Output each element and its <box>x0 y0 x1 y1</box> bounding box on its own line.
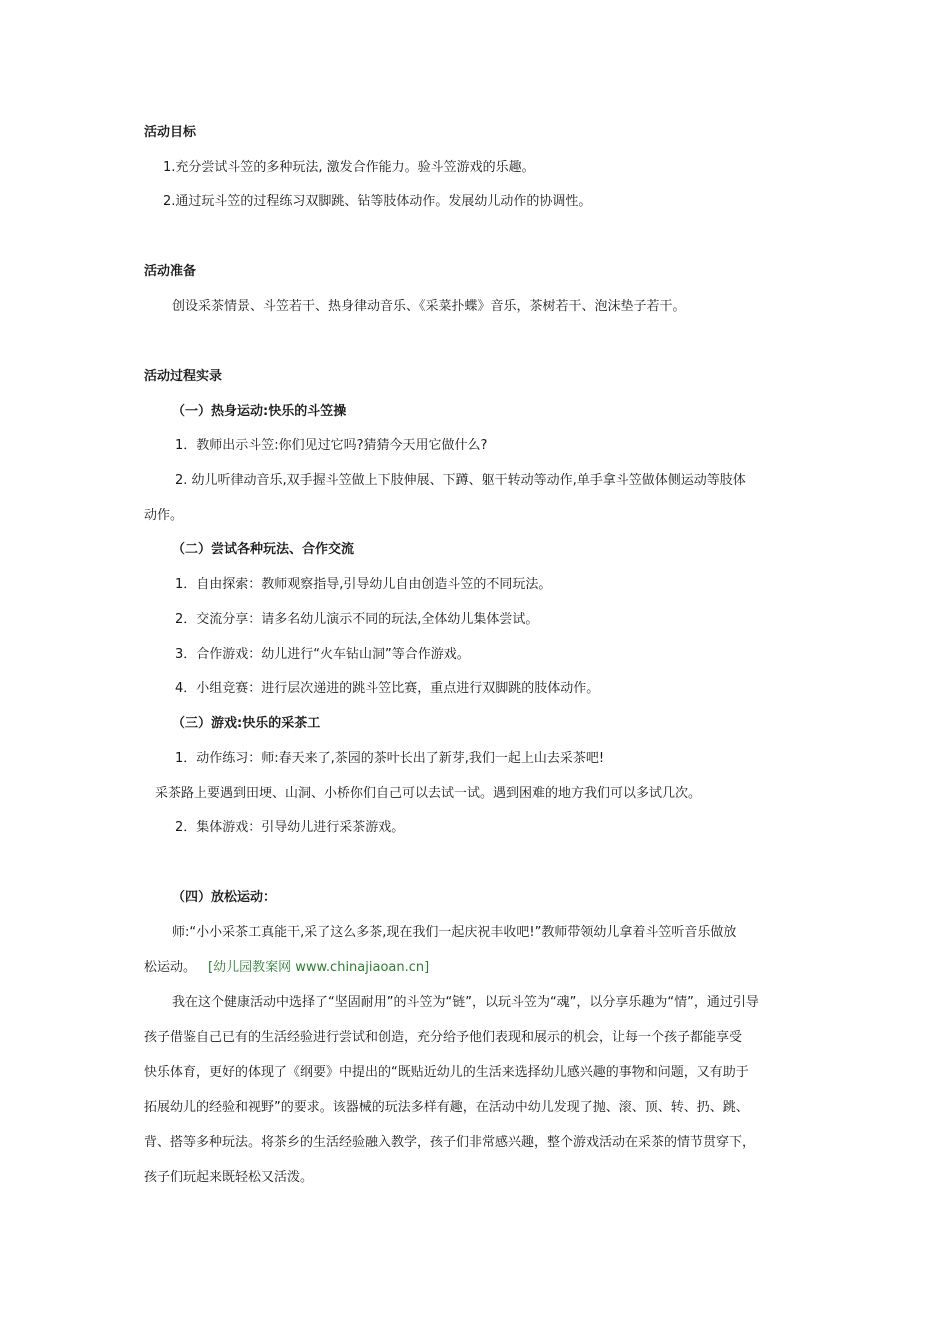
section-1-title: （一）热身运动:快乐的斗笠操 <box>172 404 347 419</box>
reflection-line-4: 拓展幼儿的经验和视野”的要求。该器械的玩法多样有趣，在活动中幼儿发现了抛、滚、顶、转、扔、跳、 <box>144 1100 749 1115</box>
section-4-title: （四）放松运动： <box>172 890 277 905</box>
section-3-item-1-cont: 采茶路上要遇到田埂、山洞、小桥你们自己可以去试一试。遇到困难的地方我们可以多试几次。 <box>155 786 702 801</box>
section-1-item-1: 1．教师出示斗笠:你们见过它吗?猜猜今天用它做什么? <box>175 438 488 453</box>
section-1-item-2: 2. 幼儿听律动音乐,双手握斗笠做上下肢伸展、下蹲、躯干转动等动作,单手拿斗笠做体侧运动等肢体 <box>175 473 746 488</box>
section-3-item-1: 1．动作练习：师:春天来了,茶园的茶叶长出了新芽,我们一起上山去采茶吧! <box>175 751 605 766</box>
section-2-item-1: 1．自由探索：教师观察指导,引导幼儿自由创造斗笠的不同玩法。 <box>175 577 552 592</box>
source-link[interactable]: [幼儿园教案网 www.chinajiaoan.cn] <box>208 960 430 975</box>
prep-heading: 活动准备 <box>144 264 197 279</box>
section-2-item-3: 3．合作游戏：幼儿进行“火车钻山洞”等合作游戏。 <box>175 647 470 662</box>
goal-item-2: 2.通过玩斗笠的过程练习双脚跳、钻等肢体动作。发展幼儿动作的协调性。 <box>163 194 592 209</box>
reflection-line-6: 孩子们玩起来既轻松又活泼。 <box>144 1170 314 1185</box>
process-heading: 活动过程实录 <box>144 369 223 384</box>
section-3-item-2: 2．集体游戏：引导幼儿进行采茶游戏。 <box>175 820 405 835</box>
reflection-line-5: 背、搭等多种玩法。将茶乡的生活经验融入教学，孩子们非常感兴趣，整个游戏活动在采茶的情节贯穿下， <box>144 1135 756 1150</box>
section-3-title: （三）游戏:快乐的采茶工 <box>172 716 321 731</box>
section-4-para-line-2 <box>144 959 429 977</box>
section-2-item-4: 4．小组竞赛：进行层次递进的跳斗笠比赛，重点进行双脚跳的肢体动作。 <box>175 681 600 696</box>
goal-item-1: 1.充分尝试斗笠的多种玩法, 激发合作能力。验斗笠游戏的乐趣。 <box>163 160 535 175</box>
section-2-item-2: 2．交流分享：请多名幼儿演示不同的玩法,全体幼儿集体尝试。 <box>175 612 539 627</box>
section-1-item-2-cont: 动作。 <box>144 508 184 523</box>
reflection-line-2: 孩子借鉴自己已有的生活经验进行尝试和创造，充分给予他们表现和展示的机会，让每一个孩子都能享受 <box>144 1030 743 1045</box>
goals-heading: 活动目标 <box>144 125 197 140</box>
reflection-line-3: 快乐体育，更好的体现了《纲要》中提出的“既贴近幼儿的生活来选择幼儿感兴趣的事物和问题，又有助于 <box>144 1065 749 1080</box>
section-4-para-line-1: 师:“小小采茶工真能干,采了这么多茶,现在我们一起庆祝丰收吧!”教师带领幼儿拿着斗笠听音乐做放 <box>172 925 737 940</box>
prep-text: 创设采茶情景、斗笠若干、热身律动音乐、《采菜扑蝶》音乐，茶树若干、泡沫垫子若干。 <box>172 299 686 314</box>
section-2-title: （二）尝试各种玩法、合作交流 <box>172 542 355 557</box>
section-4-para-text: 松运动。 <box>144 960 197 975</box>
reflection-line-1: 我在这个健康活动中选择了“坚固耐用”的斗笠为“链”，以玩斗笠为“魂”，以分享乐趣为“情”，通过引导 <box>172 995 759 1010</box>
